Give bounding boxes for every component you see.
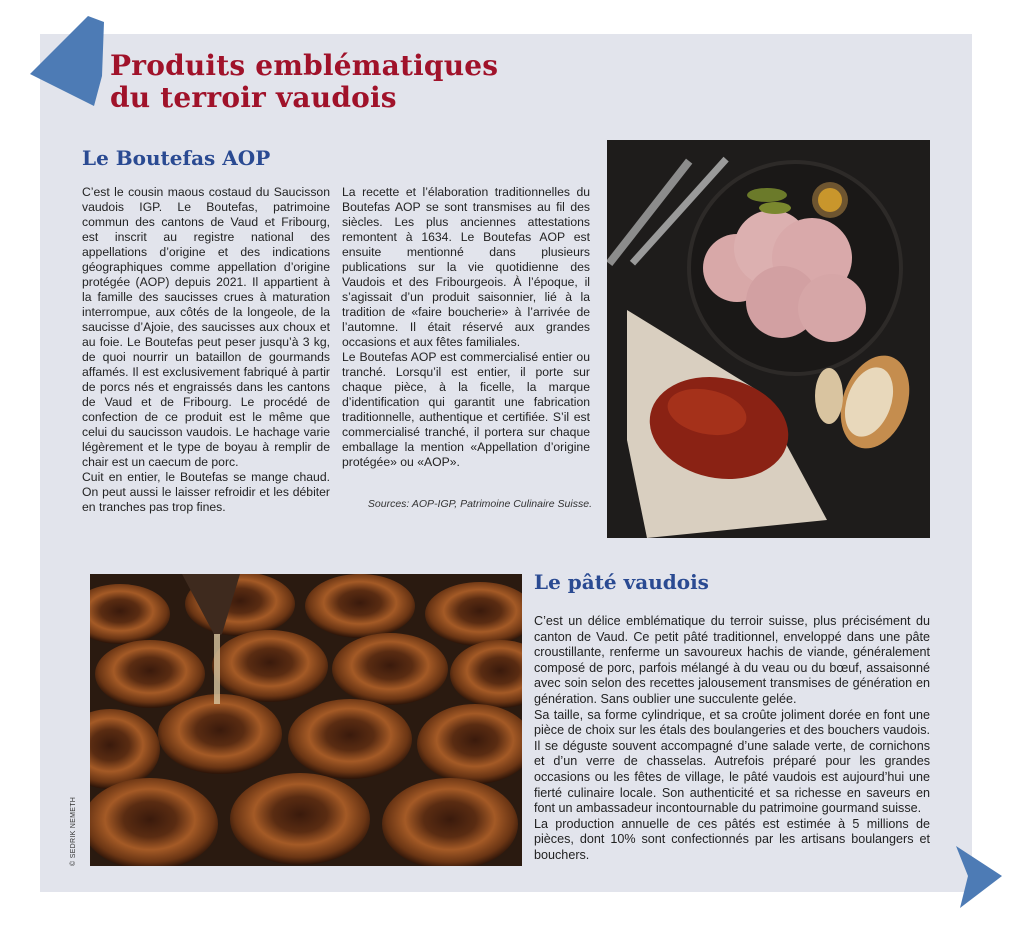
boutefas-heading: Le Boutefas AOP [82, 146, 271, 170]
photo-credit: © SEDRIK NEMETH [70, 796, 77, 866]
title-line-2: du terroir vaudois [110, 81, 397, 114]
paragraph: La recette et l’élaboration traditionnelles du Boutefas AOP se sont transmises au fil des siècles. Les plus anciennes attestations remontent à 1634. Le Boutefas AOP est ensuite mentionné dans plusieurs publications sur la vie quotidienne des Vaudois et des Fribourgeois. À l’époque, il s’agissait d’un produit saisonnier, lié à la tradition de «faire boucherie» à l’arrivée de l’automne. Il était réservé aux grandes occasions et aux fêtes familiales. [342, 185, 590, 349]
boutefas-photo [607, 140, 930, 538]
boutefas-column-2 [342, 185, 590, 470]
chevron-left-icon [26, 14, 106, 110]
title-line-1: Produits emblématiques [110, 49, 499, 82]
sources-note: Sources: AOP-IGP, Patrimoine Culinaire Suisse. [367, 498, 592, 510]
page-title [110, 50, 498, 114]
paragraph: Cuit en entier, le Boutefas se mange chaud. On peut aussi le laisser refroidir et les débiter en tranches pas trop fines. [82, 470, 330, 514]
paragraph: C’est un délice emblématique du terroir suisse, plus précisément du canton de Vaud. Ce petit pâté traditionnel, enveloppé dans une pâte croustillante, renferme un savoureux hachis de viande, généralement composé de porc, parfois mélangé à du veau ou du bœuf, assaisonné avec soin selon des recettes jalousement transmises de génération en génération. Sans oublier une succulente gelée. [534, 614, 930, 706]
pate-text [534, 614, 930, 864]
pate-heading: Le pâté vaudois [534, 570, 709, 594]
chevron-right-icon [952, 842, 1004, 912]
paragraph: Sa taille, sa forme cylindrique, et sa croûte joliment dorée en font une pièce de choix sur les étals des boulangeries et des bouchers vaudois. Il se déguste souvent accompagné d’une salade verte, de cornichons et d’un verre de chasselas. Autrefois préparé pour les grandes occasions ou les fêtes de village, le pâté vaudois est aujourd’hui une fierté culinaire locale. Son authenticité et sa richesse en saveurs en font un ambassadeur incontournable du patrimoine gourmand suisse. [534, 707, 930, 816]
boutefas-column-1 [82, 185, 330, 515]
pate-photo [90, 574, 522, 866]
paragraph: La production annuelle de ces pâtés est estimée à 5 millions de pièces, dont 10% sont confectionnés par les artisans boulangers et bouchers. [534, 816, 930, 862]
paragraph: C’est le cousin maous costaud du Saucisson vaudois IGP. Le Boutefas, patrimoine commun des cantons de Vaud et Fribourg, est inscrit au registre national des appellations d’origine et des indications géographiques comme appellation d’origine protégée (AOP) depuis 2021. Il appartient à la famille des saucisses crues à maturation interrompue, aux côtés de la longeole, de la saucisse d’Ajoie, des saucisses aux choux et au foie. Le Boutefas peut peser jusqu’à 3 kg, de quoi nourrir un bataillon de gourmands affamés. Il est exclusivement fabriqué à partir de porcs nés et engraissés dans les cantons de Vaud et de Fribourg. Le procédé de confection de ce produit est le même que celui du saucisson vaudois. Le hachage varie légèrement et le type de boyau à remplir de chair est un caecum de porc. [82, 185, 330, 469]
paragraph: Le Boutefas AOP est commercialisé entier ou tranché. Lorsqu’il est entier, il porte sur chaque pièce, à la ficelle, la marque d’identification qui garantit une fabrication traditionnelle, authentique et certifiée. S’il est commercialisé tranché, il portera sur chaque emballage la mention «Appellation d’origine protégée» ou «AOP». [342, 350, 590, 469]
